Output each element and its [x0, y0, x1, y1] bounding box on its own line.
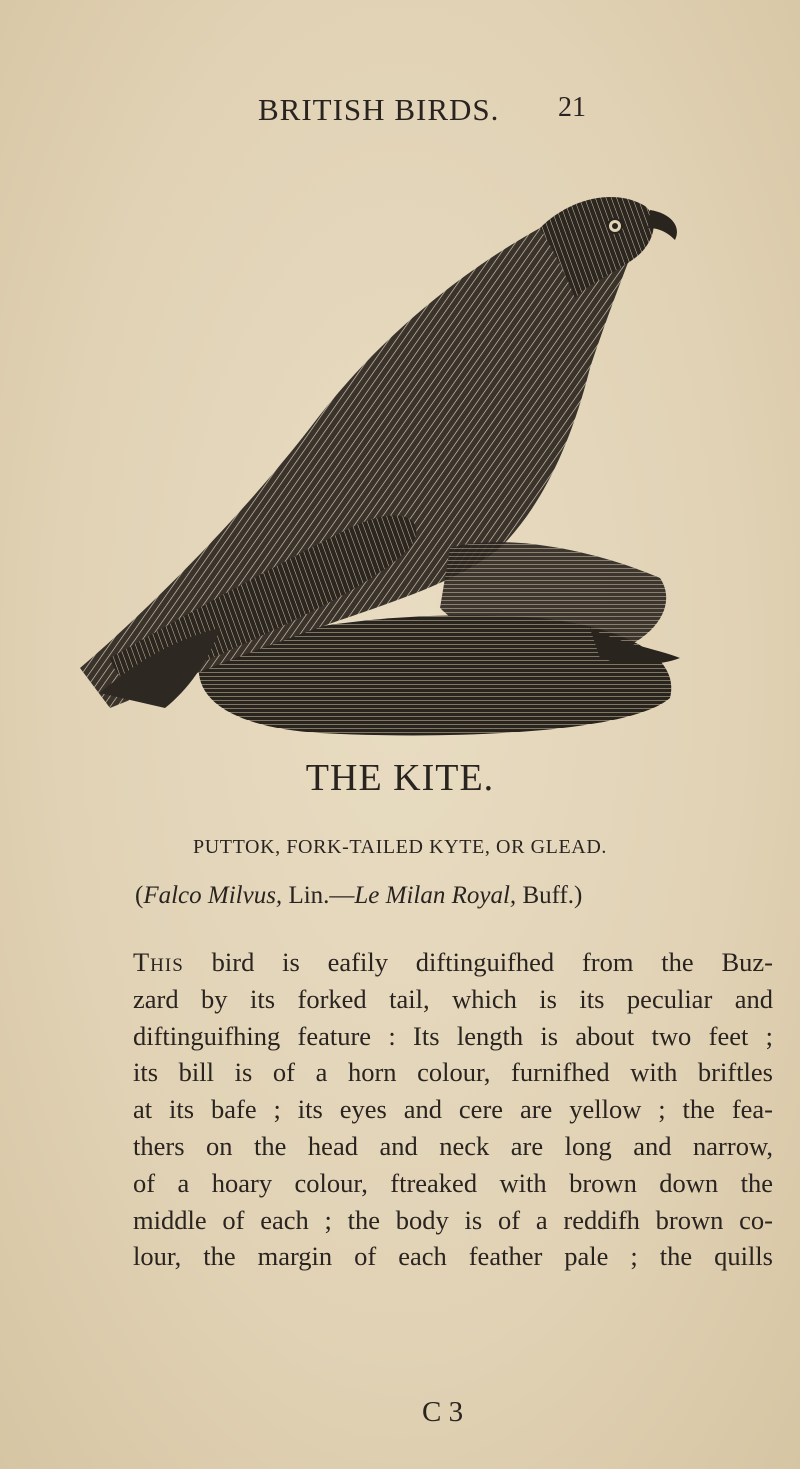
- body-line: its bill is of a horn colour, furnifhed with briftles: [133, 1057, 773, 1088]
- running-head: [0, 92, 800, 132]
- kite-engraving-icon: [70, 188, 710, 738]
- synonym-open: (: [135, 882, 144, 909]
- page-number: 21: [558, 92, 586, 123]
- body-line: zard by its forked tail, which is its peculiar and: [133, 983, 773, 1014]
- synonym-close: Buff.): [516, 882, 583, 909]
- latin-synonym: [135, 882, 582, 910]
- synonym-mid: Lin.—: [282, 882, 355, 909]
- body-line: middle of each ; the body is of a reddifh brown co-: [133, 1204, 773, 1235]
- synonym-latin: Falco Milvus,: [143, 882, 283, 909]
- synonym-french: Le Milan Royal,: [354, 882, 517, 909]
- body-line: diftinguifhing feature : Its length is about two feet ;: [133, 1020, 773, 1051]
- body-line: thers on the head and neck are long and narrow,: [133, 1130, 773, 1161]
- signature-mark: C 3: [422, 1396, 464, 1428]
- article-subtitle: PUTTOK, FORK-TAILED KYTE, OR GLEAD.: [193, 836, 607, 858]
- body-line: of a hoary colour, ftreaked with brown down the: [133, 1167, 773, 1198]
- body-line: This bird is eafily diftinguifhed from the Buz-: [133, 947, 773, 977]
- body-line: at its bafe ; its eyes and cere are yellow ; the fea-: [133, 1094, 773, 1125]
- first-word: This: [133, 947, 184, 977]
- body-text: [133, 944, 773, 1275]
- article-title: THE KITE.: [305, 757, 495, 799]
- body-line: lour, the margin of each feather pale ; the quills: [133, 1241, 773, 1272]
- running-title: BRITISH BIRDS.: [258, 92, 500, 127]
